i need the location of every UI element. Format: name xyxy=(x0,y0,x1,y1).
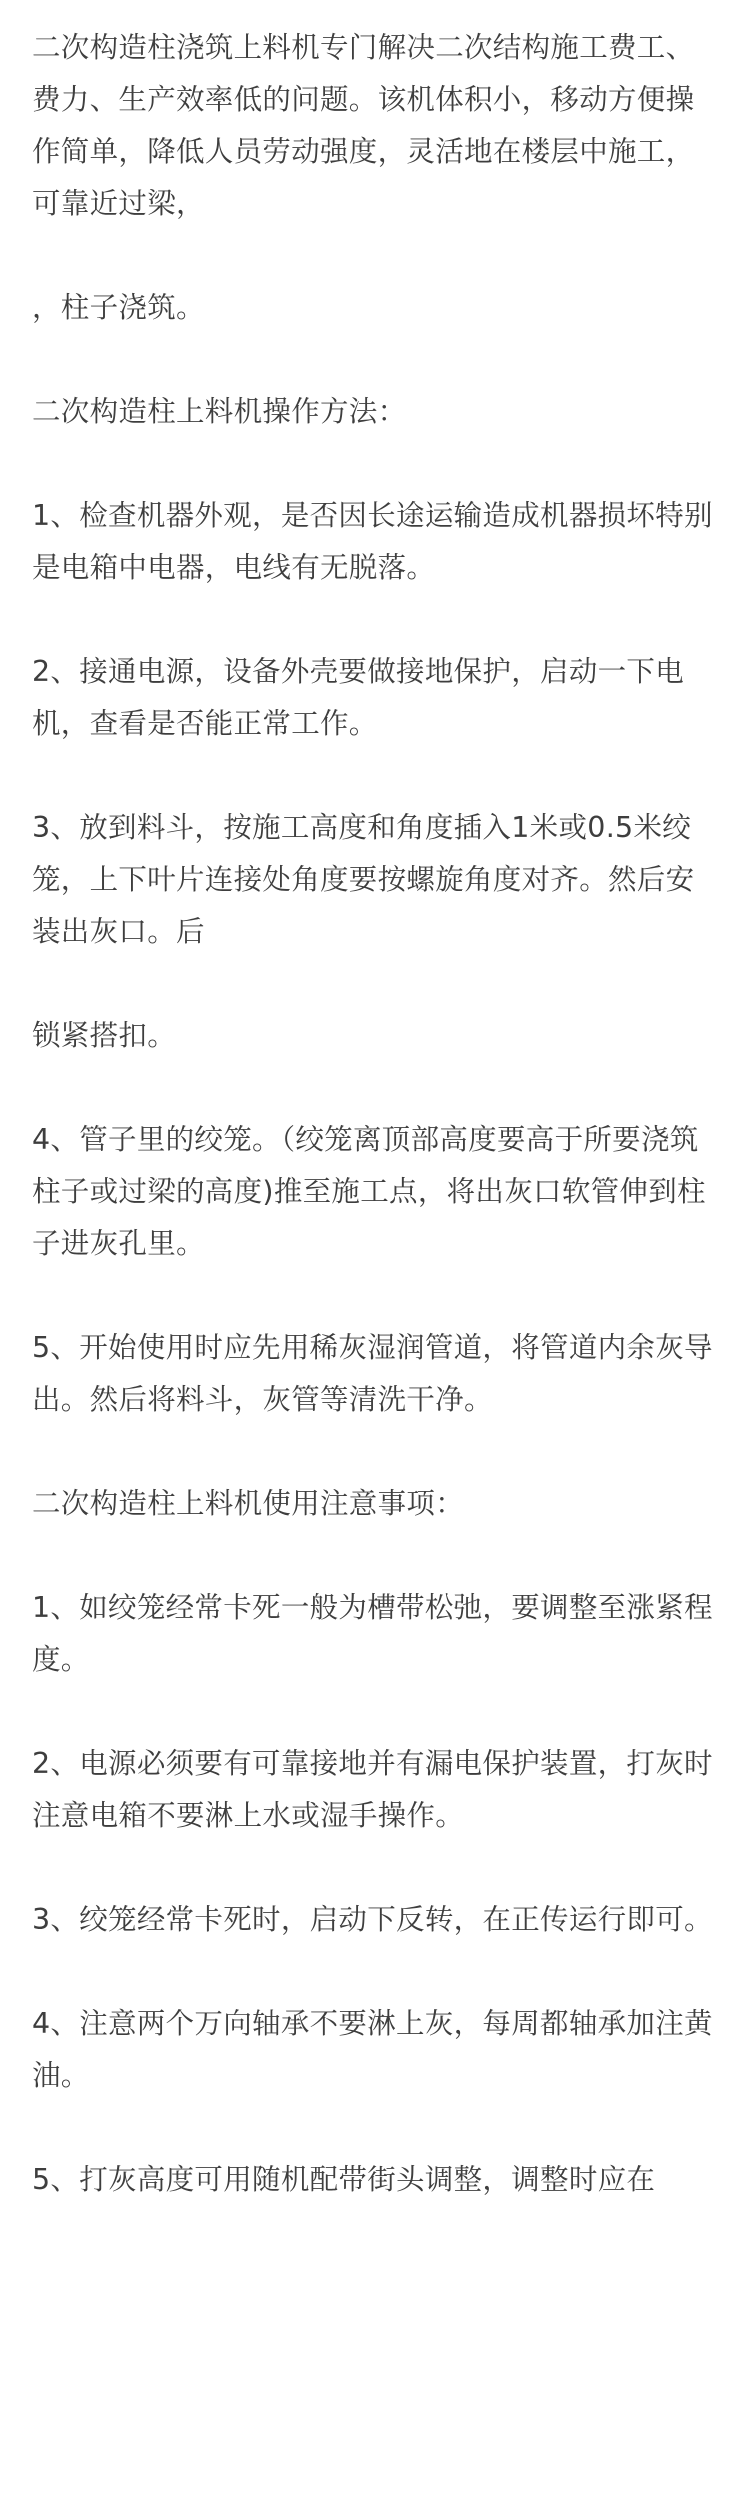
precaution-item-4: 4、注意两个万向轴承不要淋上灰，每周都轴承加注黄油。 xyxy=(32,2007,713,2092)
operation-step-5: 5、开始使用时应先用稀灰湿润管道，将管道内余灰导出。然后将料斗，灰管等清洗干净。 xyxy=(32,1331,713,1416)
operation-step-3: 3、放到料斗，按施工高度和角度插入1米或0.5米绞笼，上下叶片连接处角度要按螺旋角度对齐。然后安装出灰口。后 xyxy=(32,811,695,948)
precaution-item-5: 5、打灰高度可用随机配带街头调整，调整时应在 xyxy=(32,2163,656,2196)
intro-paragraph: 二次构造柱浇筑上料机专门解决二次结构施工费工、费力、生产效率低的问题。该机体积小，移动方便操作简单，降低人员劳动强度，灵活地在楼层中施工，可靠近过梁， xyxy=(32,31,695,220)
precautions-heading: 二次构造柱上料机使用注意事项： xyxy=(32,1487,465,1520)
precaution-item-3: 3、绞笼经常卡死时，启动下反转，在正传运行即可。 xyxy=(32,1903,713,1936)
article-body xyxy=(32,22,722,2258)
operation-step-1: 1、检查机器外观，是否因长途运输造成机器损坏特别是电箱中电器，电线有无脱落。 xyxy=(32,499,713,584)
operation-step-3-continuation: 锁紧搭扣。 xyxy=(32,1019,177,1052)
intro-continuation-paragraph: ，柱子浇筑。 xyxy=(32,291,205,324)
operation-step-2: 2、接通电源，设备外壳要做接地保护，启动一下电机，查看是否能正常工作。 xyxy=(32,655,685,740)
precaution-item-1: 1、如绞笼经常卡死一般为槽带松弛，要调整至涨紧程度。 xyxy=(32,1591,713,1676)
precaution-item-2: 2、电源必须要有可靠接地并有漏电保护装置，打灰时注意电箱不要淋上水或湿手操作。 xyxy=(32,1747,713,1832)
operation-step-4: 4、管子里的绞笼。（绞笼离顶部高度要高于所要浇筑柱子或过梁的高度)推至施工点，将出灰口软管伸到柱子进灰孔里。 xyxy=(32,1123,706,1260)
operation-method-heading: 二次构造柱上料机操作方法： xyxy=(32,395,407,428)
